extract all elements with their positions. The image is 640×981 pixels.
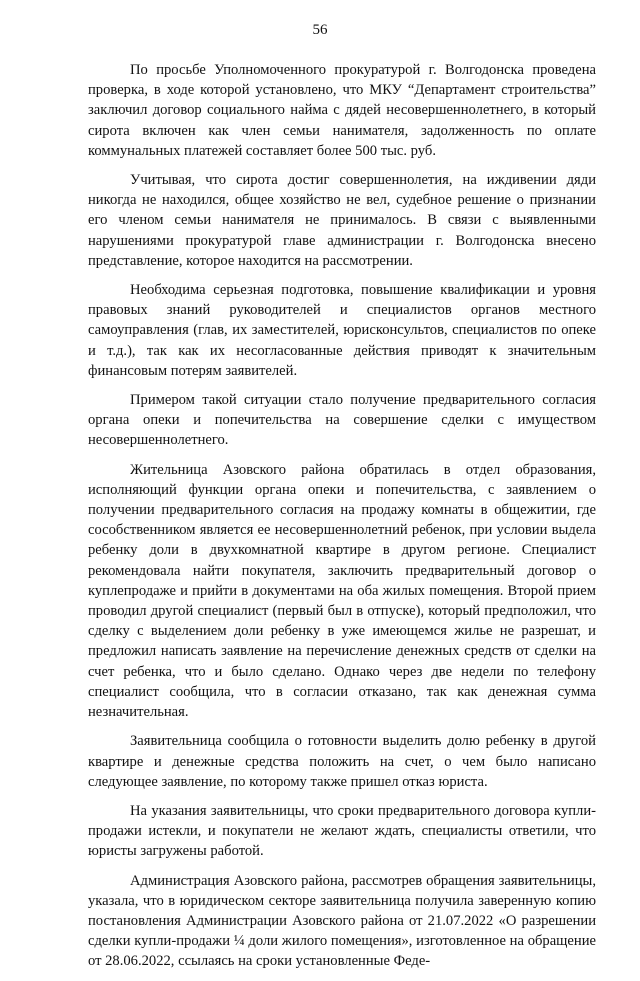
paragraph: Жительница Азовского района обратилась в отдел образования, исполняющий функции органа опеки и попечительства, с заявлением о получении предварительного согласия на продажу комнаты в общежитии, где сособственником является ее несовершеннолетний ребенок, при условии выдела ребенку доли в двухкомнатной квартире в другом регионе. Специалист рекомендовала найти покупателя, заключить предварительный договор о куплепродаже и прийти в документами на оба жилых помещения. Второй прием проводил другой специалист (первый был в отпуске), который предположил, что сделку с выделением доли ребенку в уже имеющемся жилье не разрешат, и предложил написать заявление на перечисление денежных средств от сделки на счет ребенка, что и было сделано. Однако через две недели по телефону специалист сообщила, что в согласии отказано, так как денежная сумма незначительная. bbox=[88, 461, 596, 721]
paragraph: Администрация Азовского района, рассмотрев обращения заявительницы, указала, что в юридическом секторе заявительница получила заверенную копию постановления Администрации Азовского района от 21.07.2022 «О разрешении сделки купли-продажи ¼ доли жилого помещения», изготовленное на обращение от 28.06.2022, ссылаясь на сроки установленные Феде- bbox=[88, 872, 596, 970]
paragraph: Необходима серьезная подготовка, повышение квалификации и уровня правовых знаний руководителей и специалистов органов местного самоуправления (глав, их заместителей, юрисконсультов, специалистов по опеке и т.д.), так как их несогласованные действия приводят к значительным финансовым потерям заявителей. bbox=[88, 282, 596, 379]
paragraph: Учитывая, что сирота достиг совершеннолетия, на иждивении дяди никогда не находился, общее хозяйство не вел, судебное решение о признании его членом семьи нанимателя не принималось. В связи с выявленными нарушениями прокуратурой главе администрации г. Волгодонска внесено представление, которое находится на рассмотрении. bbox=[88, 172, 596, 269]
document-body bbox=[88, 60, 596, 981]
paragraph: По просьбе Уполномоченного прокуратурой г. Волгодонска проведена проверка, в ходе которой установлено, что МКУ “Департамент строительства” заключил договор социального найма с дядей несовершеннолетнего, в который сирота включен как член семьи нанимателя, задолженность по оплате коммунальных платежей составляет более 500 тыс. руб. bbox=[88, 62, 596, 159]
paragraph: Заявительница сообщила о готовности выделить долю ребенку в другой квартире и денежные средства положить на счет, о чем было написано следующее заявление, по которому также пришел отказ юриста. bbox=[88, 733, 596, 790]
paragraph: Примером такой ситуации стало получение предварительного согласия органа опеки и попечительства на совершение сделки с имуществом несовершеннолетнего. bbox=[88, 392, 596, 449]
paragraph: На указания заявительницы, что сроки предварительного договора купли-продажи истекли, и покупатели не желают ждать, специалисты ответили, что юристы загружены работой. bbox=[88, 802, 596, 860]
page-number: 56 bbox=[312, 22, 328, 38]
